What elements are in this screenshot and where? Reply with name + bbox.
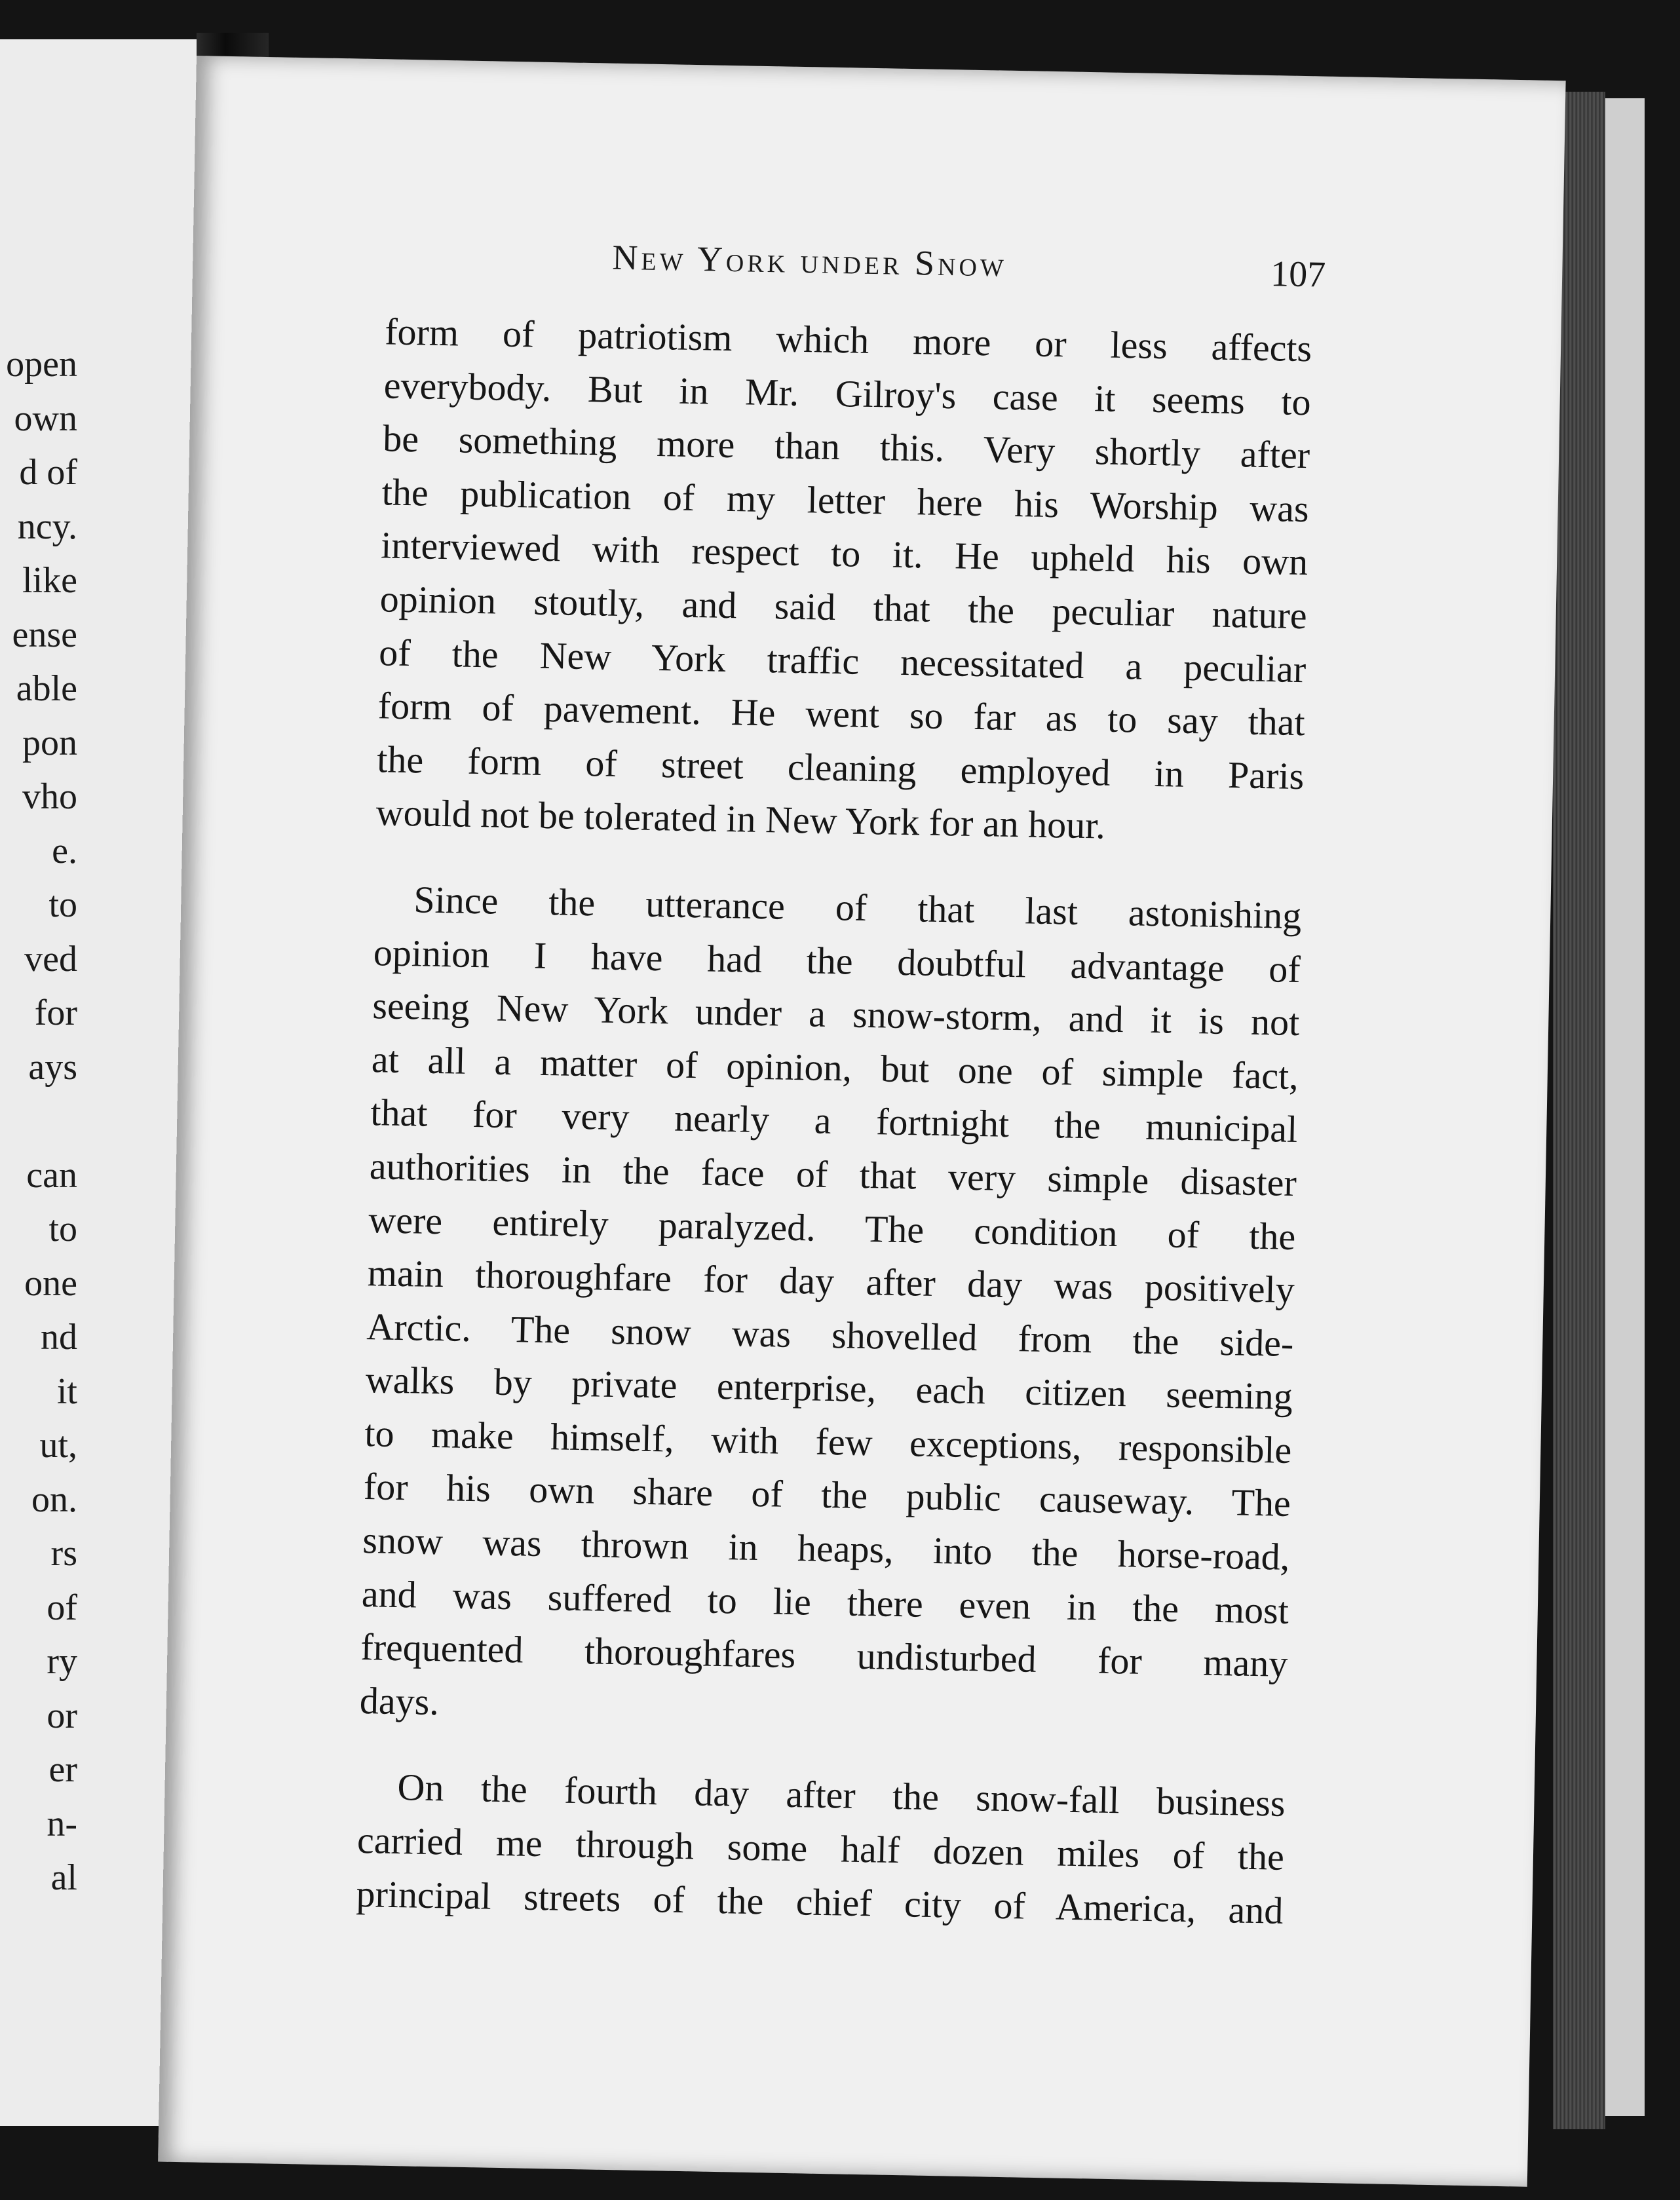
text-line: seeing New York under a snow-storm, and it is not (372, 984, 1300, 1044)
left-page-fragment: rs (50, 1533, 77, 1574)
left-page-fragment: on. (31, 1479, 77, 1520)
text-line: days. (359, 1678, 440, 1724)
left-page-fragment: ense (12, 614, 77, 655)
paragraph (356, 1760, 1286, 1937)
text-line: carried me through some half dozen miles of the (356, 1818, 1285, 1878)
text-line: On the fourth day after the snow-fall business (397, 1766, 1286, 1825)
left-page-fragment: able (16, 668, 77, 709)
paragraph (359, 872, 1302, 1744)
page-number: 107 (1270, 254, 1326, 295)
text-line: authorities in the face of that very simple disaster (369, 1145, 1297, 1204)
left-page-fragment: ncy. (17, 506, 77, 547)
text-line: for his own share of the public causeway. The (363, 1465, 1291, 1525)
page-edges-outer (1605, 98, 1645, 2116)
running-title: New York under Snow (611, 237, 1008, 284)
text-line: main thoroughfare for day after day was positively (367, 1251, 1295, 1312)
paragraph (375, 305, 1312, 856)
text-line: form of patriotism which more or less affects (384, 310, 1312, 370)
text-line: opinion I have had the doubtful advantage of (373, 930, 1301, 991)
text-line: form of pavement. He went so far as to say that (377, 684, 1306, 744)
left-page-fragment: al (50, 1857, 77, 1898)
left-page-fragment: like (22, 560, 77, 601)
text-line: opinion stoutly, and said that the peculiar nature (379, 577, 1308, 637)
text-line: Arctic. The snow was shovelled from the side- (366, 1304, 1294, 1365)
text-line: the publication of my letter here his Worship was (381, 470, 1310, 531)
text-line: that for very nearly a fortnight the municipal (370, 1091, 1298, 1151)
left-page-fragment: vho (22, 776, 77, 817)
left-page-fragment: to (48, 884, 77, 925)
left-page-fragment: ut, (39, 1425, 77, 1466)
left-page-fragment: ry (47, 1641, 77, 1682)
text-line: at all a matter of opinion, but one of simple fact, (371, 1037, 1299, 1097)
text-line: the form of street cleaning employed in Paris (376, 737, 1305, 797)
text-line: and was suffered to lie there even in the most (361, 1572, 1289, 1632)
left-page-fragment: open (6, 344, 77, 385)
text-line: everybody. But in Mr. Gilroy's case it seems to (383, 363, 1312, 423)
left-page-fragment: of (47, 1587, 77, 1628)
body-text (356, 305, 1312, 1937)
left-page-fragment: it (56, 1371, 77, 1412)
left-page-fragment: ved (24, 938, 77, 979)
left-page-fragment: one (24, 1262, 77, 1304)
left-page-fragment: pon (22, 722, 77, 763)
left-page-fragment: or (47, 1695, 77, 1736)
text-line: were entirely paralyzed. The condition of the (368, 1198, 1296, 1258)
left-page-fragment: n- (47, 1803, 77, 1844)
left-page-fragment: can (26, 1154, 77, 1196)
left-page-fragment: ays (28, 1046, 77, 1088)
text-line: walks by private enterprise, each citizen seeming (365, 1358, 1293, 1418)
page-edges (1553, 92, 1605, 2129)
left-page-fragment: to (48, 1209, 77, 1249)
text-line: be something more than this. Very shortly after (382, 417, 1310, 477)
text-line: to make himself, with few exceptions, responsible (364, 1411, 1292, 1471)
left-page-fragment: own (14, 398, 77, 439)
left-page-text-fragments (0, 337, 77, 1905)
left-page-fragment: e. (52, 830, 77, 871)
text-line: would not be tolerated in New York for an hour. (375, 791, 1106, 847)
text-line: Since the utterance of that last astonishing (413, 878, 1302, 938)
text-line: snow was thrown in heaps, into the horse-road, (362, 1519, 1290, 1579)
text-line: interviewed with respect to it. He upheld his own (380, 523, 1308, 584)
left-page-fragment (0, 1094, 77, 1148)
left-page-fragment: d of (19, 452, 77, 493)
left-page-fragment: er (48, 1749, 77, 1790)
running-head (193, 229, 1563, 295)
left-page-fragment: nd (41, 1317, 77, 1357)
left-page-fragment: for (34, 993, 77, 1033)
main-page (158, 56, 1566, 2187)
text-line: principal streets of the chief city of America, and (356, 1872, 1284, 1932)
text-line: frequented thoroughfares undisturbed for many (360, 1625, 1288, 1686)
text-line: of the New York traffic necessitated a peculiar (378, 630, 1307, 691)
